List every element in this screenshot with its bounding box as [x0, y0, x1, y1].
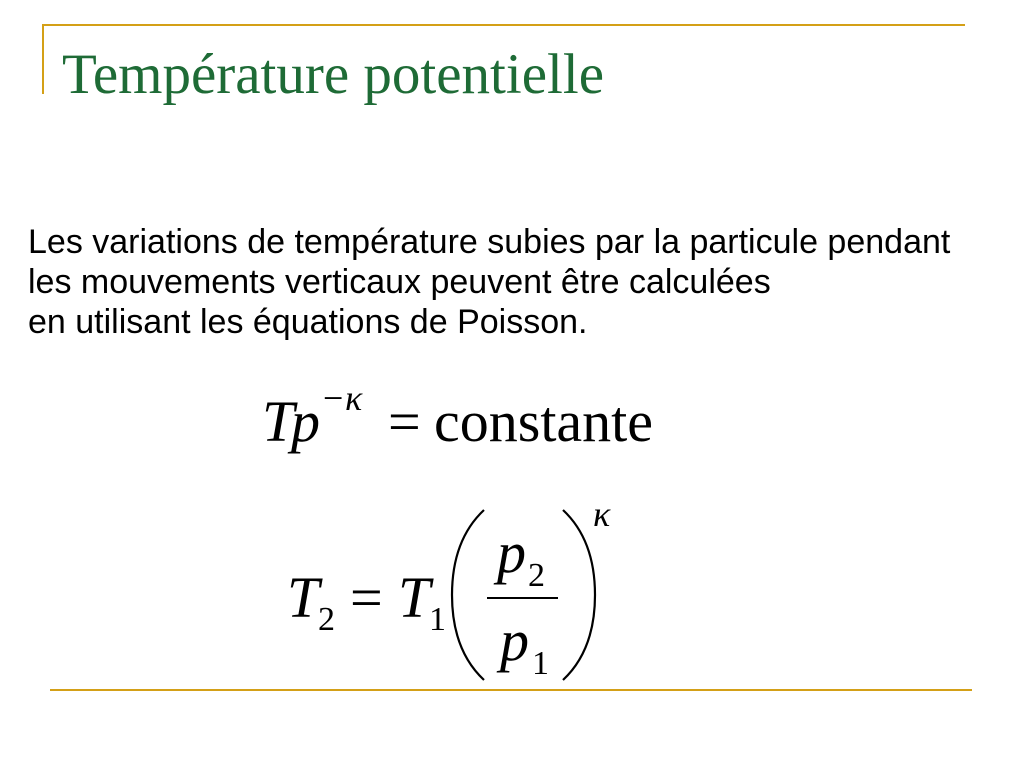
equation-poisson-ratio	[287, 494, 611, 682]
eq2-denominator-pressure: p	[500, 608, 529, 673]
eq1-exponent-sign: −	[323, 378, 344, 418]
body-line-1: Les variations de température subies par la particule pendant	[28, 223, 951, 261]
eq2-right-parenthesis	[563, 510, 595, 680]
body-line-3: en utilisant les équations de Poisson.	[28, 303, 588, 341]
eq2-denominator-subscript: 1	[532, 645, 549, 682]
body-line-2: les mouvements verticaux peuvent être calculées	[28, 263, 771, 301]
eq2-lhs-subscript: 2	[318, 601, 335, 638]
eq2-rhs-temperature: T	[398, 565, 431, 630]
eq1-rhs-constant: constante	[434, 389, 654, 454]
eq1-equals-sign: =	[388, 389, 421, 454]
eq1-pressure-symbol: p	[291, 389, 320, 454]
slide-title: Température potentielle	[62, 43, 605, 106]
eq2-lhs-temperature: T	[287, 565, 320, 630]
equation-poisson-constant	[262, 378, 653, 454]
eq2-left-parenthesis	[452, 510, 484, 680]
eq2-exponent-kappa: κ	[593, 494, 611, 534]
eq2-numerator-pressure: p	[497, 520, 526, 585]
eq1-exponent-kappa: κ	[345, 378, 363, 418]
eq2-numerator-subscript: 2	[528, 557, 545, 594]
body-paragraph	[28, 223, 951, 341]
eq2-rhs-subscript: 1	[429, 601, 446, 638]
eq2-equals-sign: =	[350, 565, 383, 630]
eq1-temperature-symbol: T	[262, 389, 295, 454]
